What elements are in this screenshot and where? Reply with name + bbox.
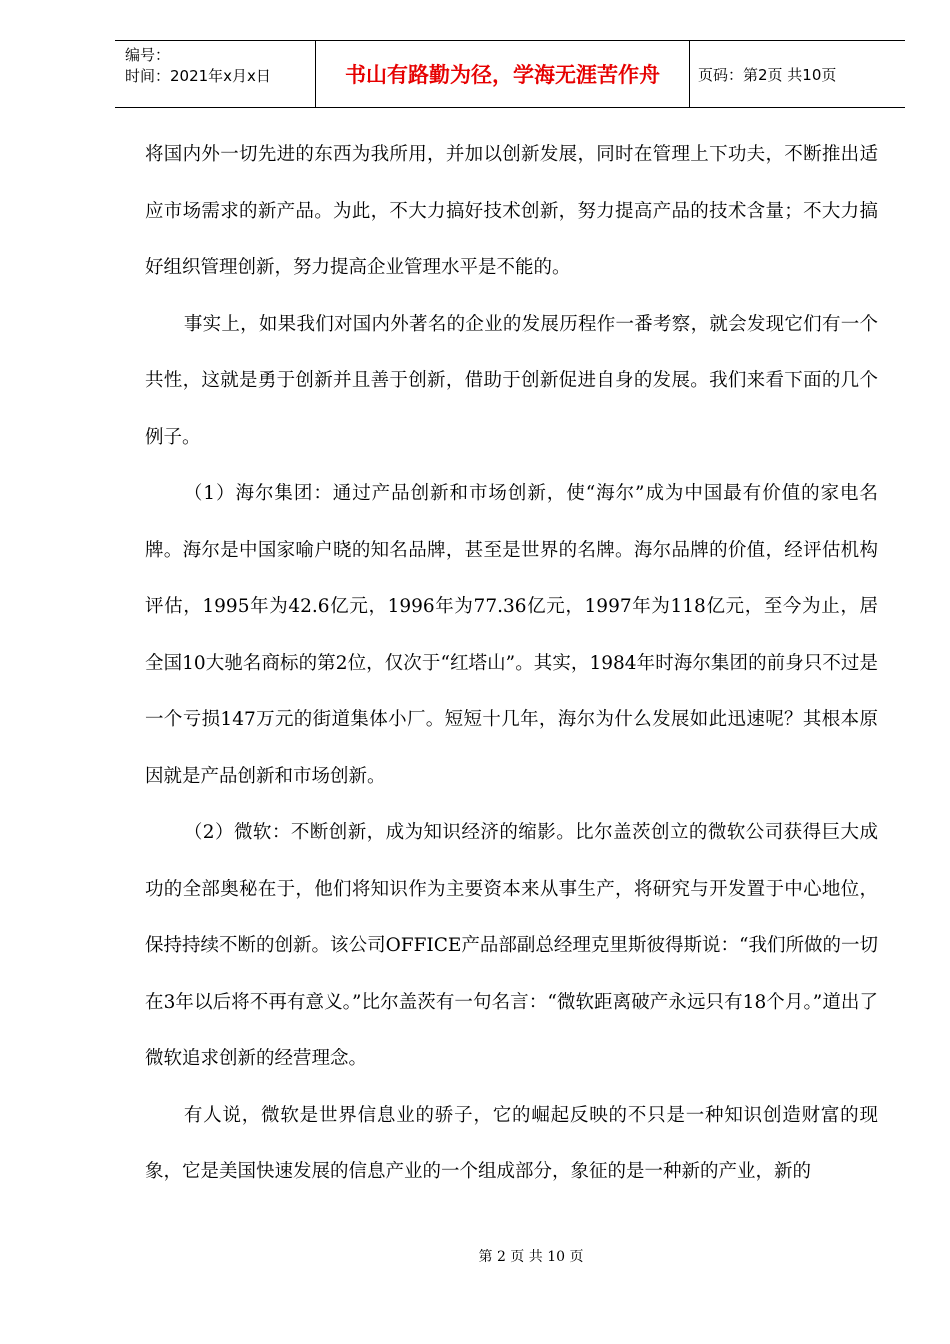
- header-page-info: 页码：第2页 共10页: [698, 65, 837, 84]
- document-body: [145, 127, 878, 1201]
- header-motto: 书山有路勤为径，学海无涯苦作舟: [316, 41, 690, 107]
- document-header: [115, 40, 905, 108]
- header-meta: [115, 41, 316, 107]
- serial-number-label: 编号：: [125, 46, 171, 64]
- paragraph-continuation: 将国内外一切先进的东西为我所用，并加以创新发展，同时在管理上下功夫，不断推出适应市场需求的新产品。为此，不大力搞好技术创新，努力提高产品的技术含量；不大力搞好组织管理创新，努力提高企业管理水平是不能的。: [145, 144, 878, 278]
- page-footer: 第 2 页 共 10 页: [478, 1249, 584, 1265]
- paragraph-haier: （1）海尔集团：通过产品创新和市场创新，使“海尔”成为中国最有价值的家电名牌。海尔是中国家喻户晓的知名品牌，甚至是世界的名牌。海尔品牌的价值，经评估机构评估，1995年为42.6亿元，1996年为77.36亿元，1997年为118亿元，至今为止，居全国10大驰名商标的第2位，仅次于“红塔山”。其实，1984年时海尔集团的前身只不过是一个亏损147万元的街道集体小厂。短短十几年，海尔为什么发展如此迅速呢？其根本原因就是产品创新和市场创新。: [145, 483, 878, 787]
- paragraph-microsoft: （2）微软：不断创新，成为知识经济的缩影。比尔盖茨创立的微软公司获得巨大成功的全部奥秘在于，他们将知识作为主要资本来从事生产，将研究与开发置于中心地位，保持持续不断的创新。该公司OFFICE产品部副总经理克里斯彼得斯说：“我们所做的一切在3年以后将不再有意义。”比尔盖茨有一句名言：“微软距离破产永远只有18个月。”道出了微软追求创新的经营理念。: [145, 822, 878, 1069]
- paragraph-intro-examples: 事实上，如果我们对国内外著名的企业的发展历程作一番考察，就会发现它们有一个共性，这就是勇于创新并且善于创新，借助于创新促进自身的发展。我们来看下面的几个例子。: [145, 313, 878, 448]
- date-label: 时间：2021年x月x日: [125, 67, 271, 85]
- paragraph-microsoft-commentary: 有人说，微软是世界信息业的骄子，它的崛起反映的不只是一种知识创造财富的现象，它是美国快速发展的信息产业的一个组成部分，象征的是一种新的产业，新的: [145, 1104, 878, 1182]
